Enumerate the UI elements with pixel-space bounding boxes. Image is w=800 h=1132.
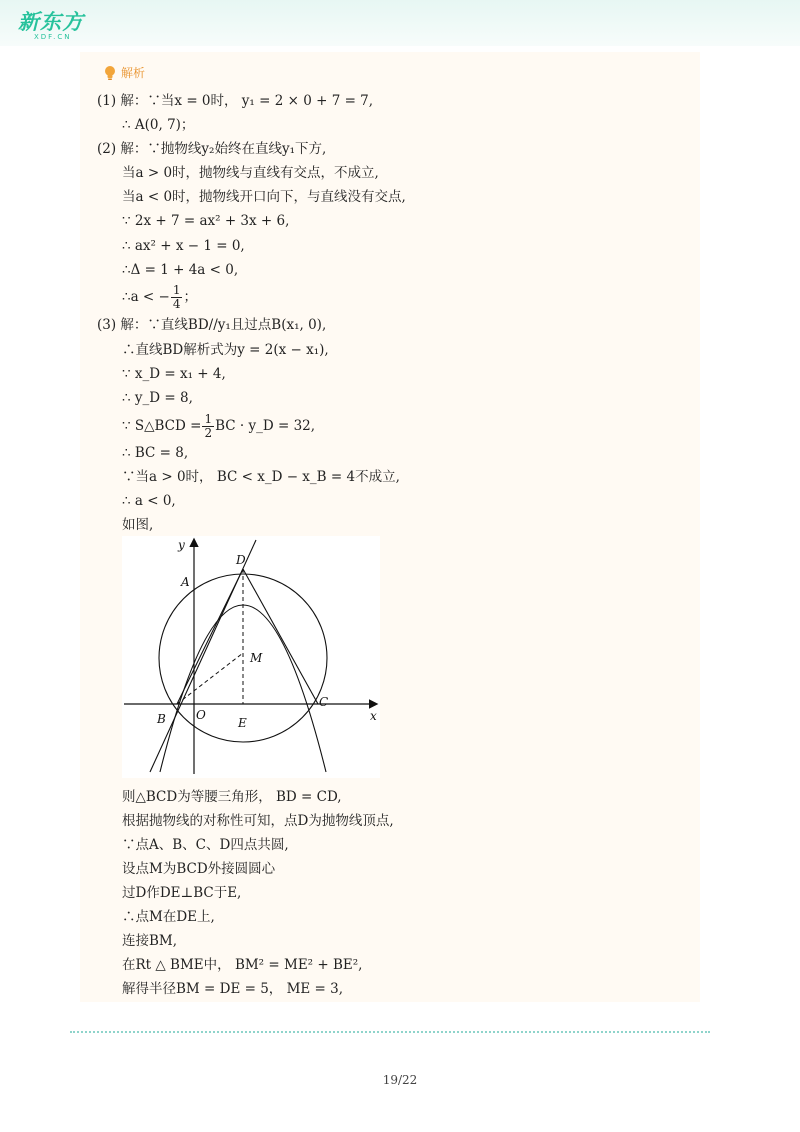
line-2: ∴ A(0, 7)； bbox=[122, 117, 195, 133]
solution-label: 解析 bbox=[121, 66, 146, 80]
line-24: ∴点M在DE上, bbox=[122, 909, 215, 925]
label-c: C bbox=[319, 695, 329, 709]
label-x: x bbox=[370, 709, 377, 723]
fraction-num: 1 bbox=[172, 283, 181, 297]
line-16: ∵当a > 0时， BC < x_D − x_B = 4不成立, bbox=[122, 469, 400, 485]
solution-heading bbox=[103, 64, 145, 81]
fraction-den: 4 bbox=[172, 297, 181, 311]
label-d: D bbox=[236, 553, 246, 567]
logo-text: 新东方 bbox=[18, 10, 84, 34]
fraction-num: 1 bbox=[204, 412, 213, 426]
label-o: O bbox=[196, 708, 206, 722]
line-19: 则△BCD为等腰三角形， BD = CD, bbox=[122, 789, 342, 805]
fraction-half bbox=[202, 413, 214, 440]
line-13: ∴ y_D = 8, bbox=[122, 390, 193, 406]
geometry-figure bbox=[122, 536, 380, 778]
line-25: 连接BM, bbox=[122, 933, 178, 949]
line-14-text: ∵ S△BCD = bbox=[122, 418, 202, 434]
line-10: (3) 解：∵直线BD//y₁且过点B(x₁, 0), bbox=[97, 317, 327, 333]
fraction-den: 2 bbox=[204, 426, 213, 440]
line-22: 设点M为BCD外接圆圆心 bbox=[122, 861, 276, 877]
line-4: 当a > 0时，抛物线与直线有交点，不成立, bbox=[122, 165, 379, 181]
line-18: 如图, bbox=[122, 517, 154, 533]
page-header bbox=[0, 0, 800, 46]
dotted-divider bbox=[70, 1031, 710, 1033]
label-a: A bbox=[181, 575, 190, 589]
line-14 bbox=[122, 413, 315, 440]
side-dc bbox=[243, 569, 318, 704]
line-5: 当a < 0时，抛物线开口向下，与直线没有交点, bbox=[122, 189, 406, 205]
line-3: (2) 解：∵抛物线y₂始终在直线y₁下方, bbox=[97, 141, 327, 157]
line-21: ∵点A、B、C、D四点共圆, bbox=[122, 837, 289, 853]
line-6: ∵ 2x + 7 = ax² + 3x + 6, bbox=[122, 213, 290, 229]
line-9-text: ∴a < − bbox=[122, 289, 170, 305]
line-20: 根据抛物线的对称性可知，点D为抛物线顶点, bbox=[122, 813, 394, 829]
lightbulb-icon bbox=[103, 65, 117, 81]
fraction-quarter bbox=[171, 284, 183, 311]
figure-svg bbox=[122, 536, 380, 778]
line-23: 过D作DE⊥BC于E, bbox=[122, 885, 242, 901]
line-9-tail: ； bbox=[183, 289, 197, 305]
line-9 bbox=[122, 284, 197, 311]
line-14-tail: BC · y_D = 32, bbox=[215, 418, 316, 434]
label-e: E bbox=[238, 716, 247, 730]
line-27: 解得半径BM = DE = 5， ME = 3, bbox=[122, 981, 344, 997]
line-7: ∴ ax² + x − 1 = 0, bbox=[122, 238, 245, 254]
line-8: ∴Δ = 1 + 4a < 0, bbox=[122, 262, 239, 278]
line-26: 在Rt △ BME中， BM² = ME² + BE², bbox=[122, 957, 363, 973]
logo-subtext: XDF.CN bbox=[34, 33, 72, 41]
line-15: ∴ BC = 8, bbox=[122, 445, 189, 461]
label-m: M bbox=[250, 651, 263, 665]
page-number: 19/22 bbox=[382, 1073, 418, 1087]
line-17: ∴ a < 0, bbox=[122, 493, 176, 509]
line-11: ∴直线BD解析式为y = 2(x − x₁), bbox=[122, 342, 329, 358]
line-12: ∵ x_D = x₁ + 4, bbox=[122, 366, 226, 382]
side-bd bbox=[177, 569, 243, 704]
brand-logo bbox=[18, 6, 84, 41]
segment-bm bbox=[177, 653, 243, 704]
label-y: y bbox=[178, 538, 185, 552]
label-b: B bbox=[157, 712, 166, 726]
line-1: (1) 解：∵当x = 0时， y₁ = 2 × 0 + 7 = 7, bbox=[97, 93, 374, 109]
